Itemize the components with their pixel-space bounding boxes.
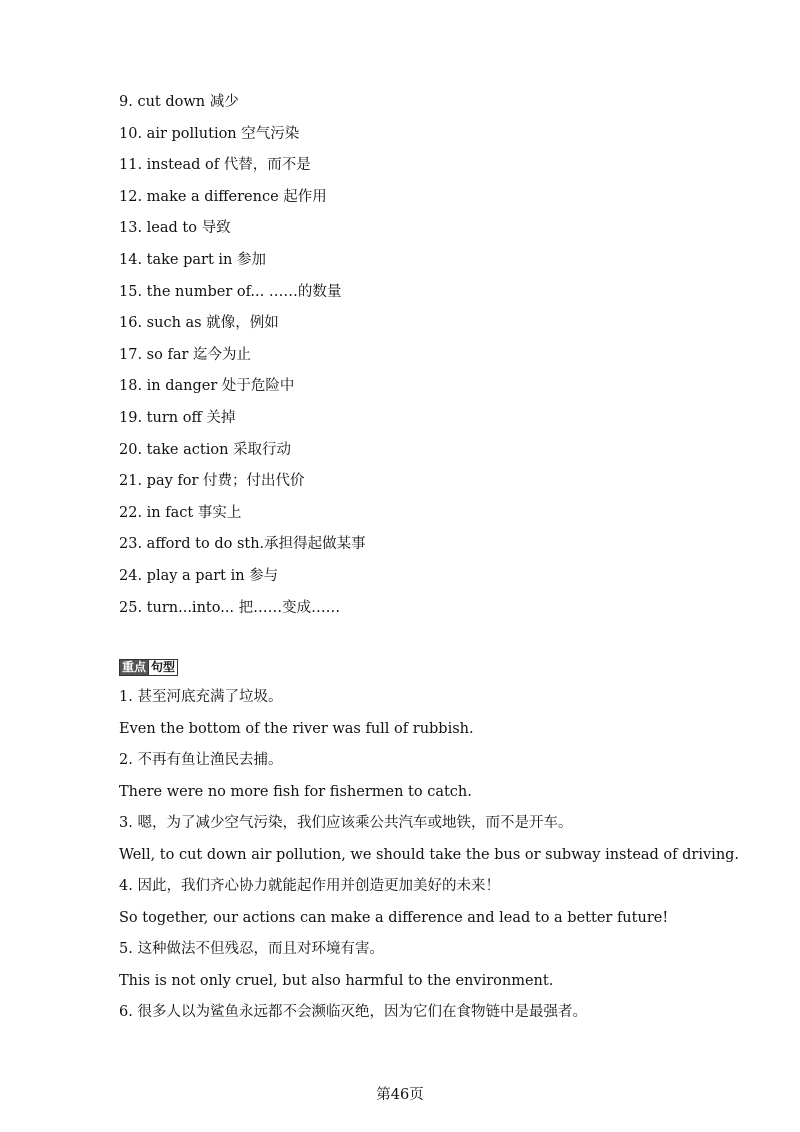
sentence-chinese: 5. 这种做法不但残忍，而且对环境有害。 xyxy=(119,941,384,957)
sentence-chinese: 2. 不再有鱼让渔民去捕。 xyxy=(119,752,283,768)
phrase-list xyxy=(119,91,759,628)
phrase-item: 11. instead of 代替，而不是 xyxy=(119,157,311,174)
page-number: 第46页 xyxy=(376,1087,424,1103)
phrase-item: 23. afford to do sth.承担得起做某事 xyxy=(119,536,366,553)
phrase-item: 10. air pollution 空气污染 xyxy=(119,125,300,142)
phrase-item: 16. such as 就像，例如 xyxy=(119,315,279,332)
phrase-item: 21. pay for 付费；付出代价 xyxy=(119,473,305,490)
phrase-item: 22. in fact 事实上 xyxy=(119,504,242,521)
sentence-chinese: 6. 很多人以为鲨鱼永远都不会濒临灭绝，因为它们在食物链中是最强者。 xyxy=(119,1004,587,1020)
phrase-item: 17. so far 迄今为止 xyxy=(119,346,252,363)
phrase-item: 25. turn...into... 把……变成…… xyxy=(119,599,341,616)
phrase-item: 18. in danger 处于危险中 xyxy=(119,378,295,395)
sentence-chinese: 3. 嗯，为了减少空气污染，我们应该乘公共汽车或地铁，而不是开车。 xyxy=(119,815,573,831)
phrase-item: 9. cut down 减少 xyxy=(119,94,239,110)
phrase-item: 14. take part in 参加 xyxy=(119,251,266,268)
phrase-item: 20. take action 采取行动 xyxy=(119,441,292,458)
phrase-item: 12. make a difference 起作用 xyxy=(119,188,327,205)
sentence-english: This is not only cruel, but also harmful to the environment. xyxy=(119,972,554,989)
sentence-english: So together, our actions can make a difference and lead to a better future! xyxy=(119,909,669,926)
sentence-english: Well, to cut down air pollution, we should take the bus or subway instead of driving. xyxy=(119,846,740,863)
sentence-chinese: 4. 因此，我们齐心协力就能起作用并创造更加美好的未来！ xyxy=(119,878,500,894)
phrase-item: 15. the number of... ……的数量 xyxy=(119,283,342,300)
phrase-item: 13. lead to 导致 xyxy=(119,220,231,237)
section-header xyxy=(119,658,178,676)
sentence-english: Even the bottom of the river was full of rubbish. xyxy=(119,720,474,737)
section-badge-title: 句型 xyxy=(149,659,178,676)
sentence-chinese: 1. 甚至河底充满了垃圾。 xyxy=(119,689,283,705)
section-badge-key: 重点 xyxy=(119,659,149,676)
sentence-english: There were no more fish for fishermen to catch. xyxy=(119,783,472,800)
sentence-list xyxy=(119,686,759,1033)
phrase-item: 24. play a part in 参与 xyxy=(119,567,279,584)
phrase-item: 19. turn off 关掉 xyxy=(119,409,236,426)
